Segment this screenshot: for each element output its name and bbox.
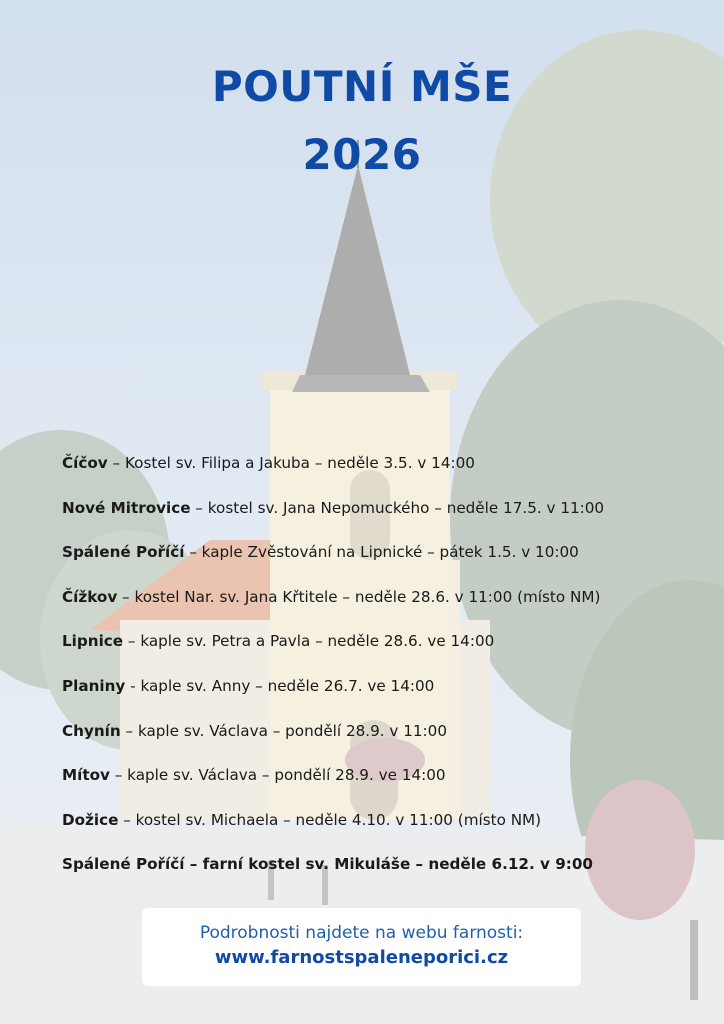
list-item [62, 584, 712, 629]
mass-details: – kostel sv. Michaela – neděle 4.10. v 11:00 (místo NM) [118, 810, 542, 829]
place-name: Lipnice [62, 632, 124, 651]
list-item [62, 628, 712, 673]
mass-details: – kaple Zvěstování na Lipnické – pátek 1.5. v 10:00 [184, 543, 579, 562]
list-item [62, 673, 712, 718]
list-item [62, 718, 712, 763]
mass-details: – kostel Nar. sv. Jana Křtitele – neděle 28.6. v 11:00 (místo NM) [117, 587, 601, 606]
list-item [62, 539, 712, 584]
list-item [62, 495, 712, 540]
mass-details: – kaple sv. Petra a Pavla – neděle 28.6. ve 14:00 [123, 632, 495, 651]
mass-details: – kostel sv. Jana Nepomuckého – neděle 17.5. v 11:00 [190, 498, 605, 517]
mass-details: – Kostel sv. Filipa a Jakuba – neděle 3.5. v 14:00 [107, 454, 475, 472]
mass-schedule-list [62, 450, 712, 896]
page-title-year: 2026 [302, 130, 422, 179]
place-name: Planiny [62, 676, 126, 695]
website-link[interactable]: www.farnostspaleneporici.cz [214, 947, 509, 968]
place-name: Mítov [62, 766, 110, 785]
list-item [62, 762, 712, 807]
mass-details: – kaple sv. Václava – pondělí 28.9. ve 14:00 [109, 766, 446, 785]
mass-details: – kaple sv. Václava – pondělí 28.9. v 11:00 [120, 721, 447, 740]
list-item-highlight [62, 851, 712, 896]
place-name: Dožice [62, 810, 119, 829]
mass-details: – farní kostel sv. Mikuláše – neděle 6.12. v 9:00 [184, 855, 594, 874]
info-text: Podrobnosti najdete na webu farnosti: [199, 923, 524, 943]
place-name: Nové Mitrovice [62, 498, 191, 517]
place-name: Čížkov [62, 587, 118, 606]
page-title: POUTNÍ MŠE [211, 62, 513, 111]
place-name: Spálené Poříčí [62, 543, 185, 562]
place-name: Spálené Poříčí [62, 855, 185, 874]
place-name: Číčov [62, 454, 108, 472]
place-name: Chynín [62, 721, 121, 740]
mass-details: - kaple sv. Anny – neděle 26.7. ve 14:00 [125, 676, 435, 695]
info-box [142, 908, 581, 986]
list-item [62, 450, 712, 495]
list-item [62, 807, 712, 852]
